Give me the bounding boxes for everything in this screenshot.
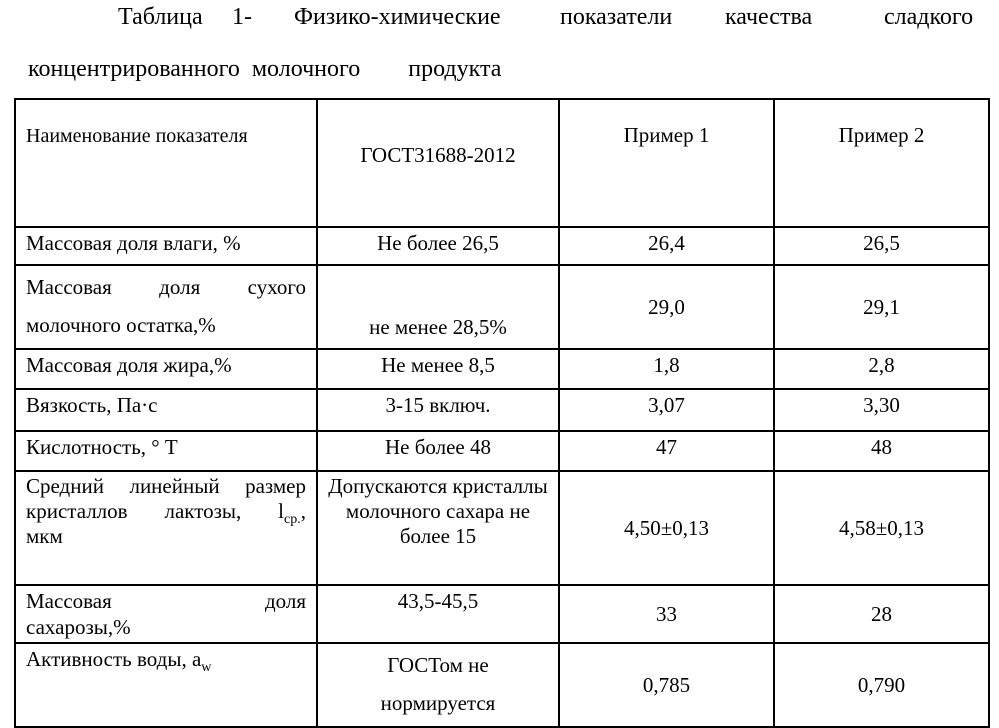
gost-value: Не более 48 [317, 431, 559, 471]
gost-value: Не более 26,5 [317, 227, 559, 265]
title-word: 1- [232, 4, 252, 30]
quality-table [14, 98, 990, 728]
title-word: Физико-химические [294, 4, 501, 30]
example2-value: 2,8 [774, 349, 989, 389]
title-word: качества [725, 4, 813, 30]
header-example1: Пример 1 [559, 99, 774, 227]
table-row [15, 349, 989, 389]
gost-value: не менее 28,5% [317, 265, 559, 349]
indicator-name: Массовая доля влаги, % [15, 227, 317, 265]
example1-value: 1,8 [559, 349, 774, 389]
example1-value: 0,785 [559, 643, 774, 727]
indicator-name: Вязкость, Па·с [15, 389, 317, 431]
title-word: сладкого [884, 4, 974, 30]
table-row [15, 389, 989, 431]
gost-value: ГОСТом не нормируется [317, 643, 559, 727]
indicator-name: Массовая доля сахарозы,% [15, 585, 317, 643]
gost-value: 3-15 включ. [317, 389, 559, 431]
example1-value: 33 [559, 585, 774, 643]
header-indicator: Наименование показателя [15, 99, 317, 227]
indicator-name: Средний линейный размер кристаллов лактозы, $l_{ср.}$, мкм [15, 471, 317, 585]
gost-value: 43,5-45,5 [317, 585, 559, 643]
gost-value: Допускаются кристаллы молочного сахара не более 15 [317, 471, 559, 585]
gost-value: Не менее 8,5 [317, 349, 559, 389]
example1-value: 26,4 [559, 227, 774, 265]
indicator-name: Активность воды, $a_w$ [15, 643, 317, 727]
table-row [15, 471, 989, 585]
example1-value: 29,0 [559, 265, 774, 349]
table-row [15, 585, 989, 643]
table-row [15, 431, 989, 471]
indicator-name: Кислотность, ° Т [15, 431, 317, 471]
indicator-name: Массовая доля жира,% [15, 349, 317, 389]
table-row [15, 227, 989, 265]
example2-value: 3,30 [774, 389, 989, 431]
table-title-line2: концентрированного молочного продукта [28, 56, 502, 82]
table-row [15, 643, 989, 727]
header-example2: Пример 2 [774, 99, 989, 227]
example2-value: 26,5 [774, 227, 989, 265]
indicator-name: Массовая доля сухого молочного остатка,% [15, 265, 317, 349]
example2-value: 29,1 [774, 265, 989, 349]
header-row [15, 99, 989, 227]
example1-value: 3,07 [559, 389, 774, 431]
example2-value: 4,58±0,13 [774, 471, 989, 585]
example2-value: 48 [774, 431, 989, 471]
table-row [15, 265, 989, 349]
title-word: показатели [560, 4, 673, 30]
header-gost: ГОСТ31688-2012 [317, 99, 559, 227]
example1-value: 47 [559, 431, 774, 471]
example1-value: 4,50±0,13 [559, 471, 774, 585]
example2-value: 0,790 [774, 643, 989, 727]
title-word: Таблица [118, 4, 203, 30]
example2-value: 28 [774, 585, 989, 643]
